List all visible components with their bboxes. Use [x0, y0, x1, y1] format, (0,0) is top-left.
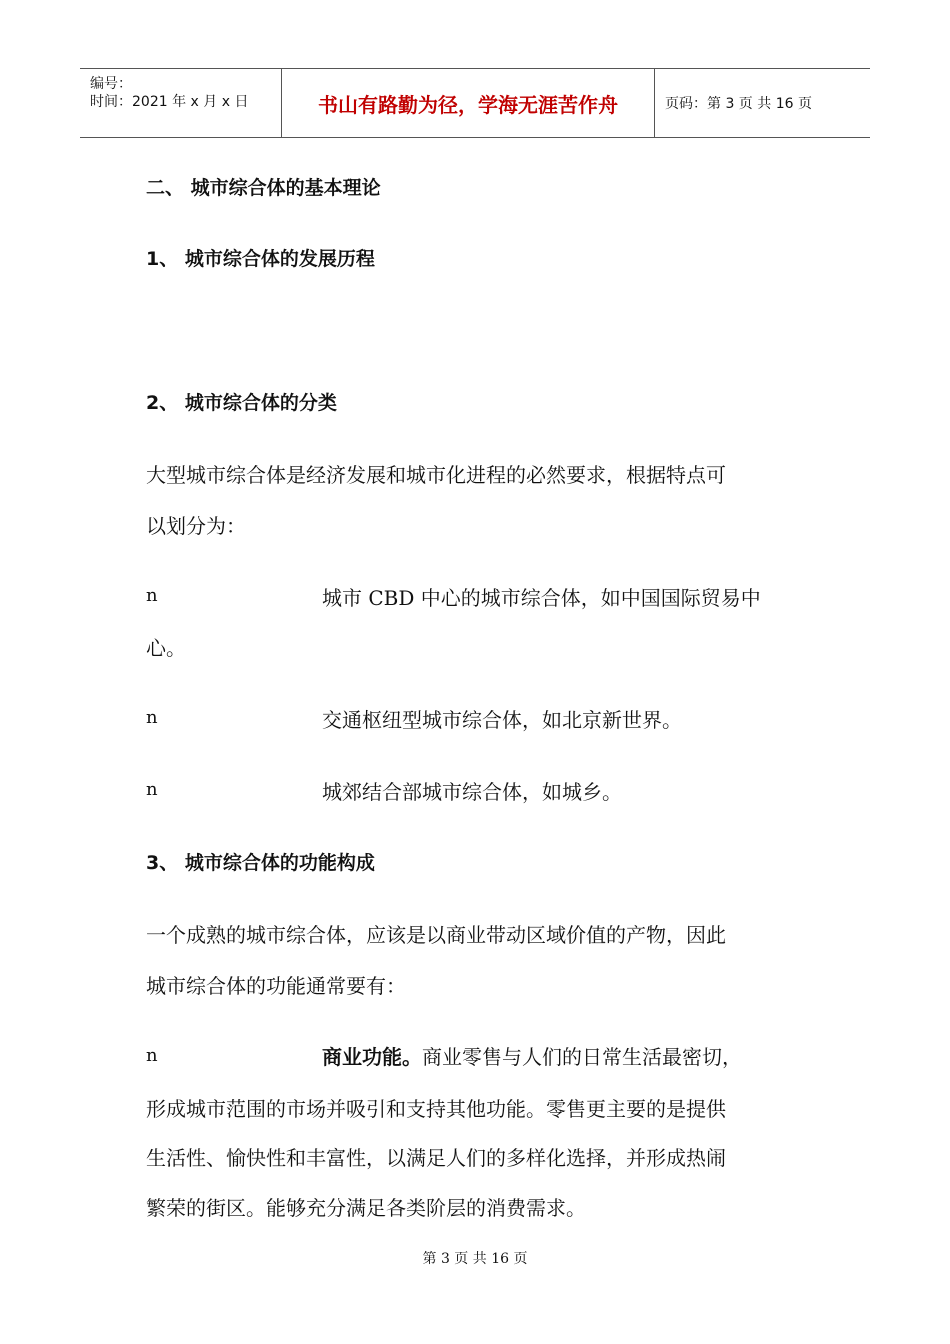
- page-header: [80, 68, 870, 138]
- header-meta: [80, 69, 280, 137]
- list-item: 城郊结合部城市综合体，如城乡。: [322, 780, 622, 804]
- subheading-functions: 3、 城市综合体的功能构成: [146, 852, 375, 874]
- page-footer: 第 3 页 共 16 页: [422, 1251, 528, 1267]
- list-item: 城市 CBD 中心的城市综合体，如中国国际贸易中: [322, 586, 761, 610]
- header-motto: 书山有路勤为径，学海无涯苦作舟: [281, 69, 655, 137]
- date-label: 时间：2021 年 x 月 x 日: [90, 94, 249, 110]
- list-item-text: 商业零售与人们的日常生活最密切，: [422, 1045, 742, 1069]
- list-item-continuation: 生活性、愉快性和丰富性，以满足人们的多样化选择，并形成热闹: [146, 1146, 726, 1170]
- bullet-marker: n: [146, 1045, 158, 1066]
- subheading-classification: 2、 城市综合体的分类: [146, 392, 337, 414]
- number-label: 编号：: [90, 76, 132, 92]
- bullet-marker: n: [146, 585, 158, 606]
- bullet-marker: n: [146, 707, 158, 728]
- paragraph-line: 城市综合体的功能通常要有：: [146, 974, 406, 998]
- list-item: 交通枢纽型城市综合体，如北京新世界。: [322, 708, 682, 732]
- list-item: [322, 1041, 742, 1070]
- list-item-continuation: 繁荣的街区。能够充分满足各类阶层的消费需求。: [146, 1196, 586, 1220]
- list-item-bold-term: 商业功能。: [322, 1045, 422, 1069]
- bullet-marker: n: [146, 779, 158, 800]
- paragraph-line: 一个成熟的城市综合体，应该是以商业带动区域价值的产物，因此: [146, 923, 726, 947]
- section-heading: 二、 城市综合体的基本理论: [146, 177, 381, 199]
- list-item-continuation: 心。: [146, 636, 186, 660]
- list-item-continuation: 形成城市范围的市场并吸引和支持其他功能。零售更主要的是提供: [146, 1097, 726, 1121]
- paragraph-line: 以划分为：: [146, 514, 246, 538]
- paragraph-line: 大型城市综合体是经济发展和城市化进程的必然要求，根据特点可: [146, 463, 726, 487]
- header-page-info: 页码：第 3 页 共 16 页: [665, 96, 812, 112]
- subheading-history: 1、 城市综合体的发展历程: [146, 248, 375, 270]
